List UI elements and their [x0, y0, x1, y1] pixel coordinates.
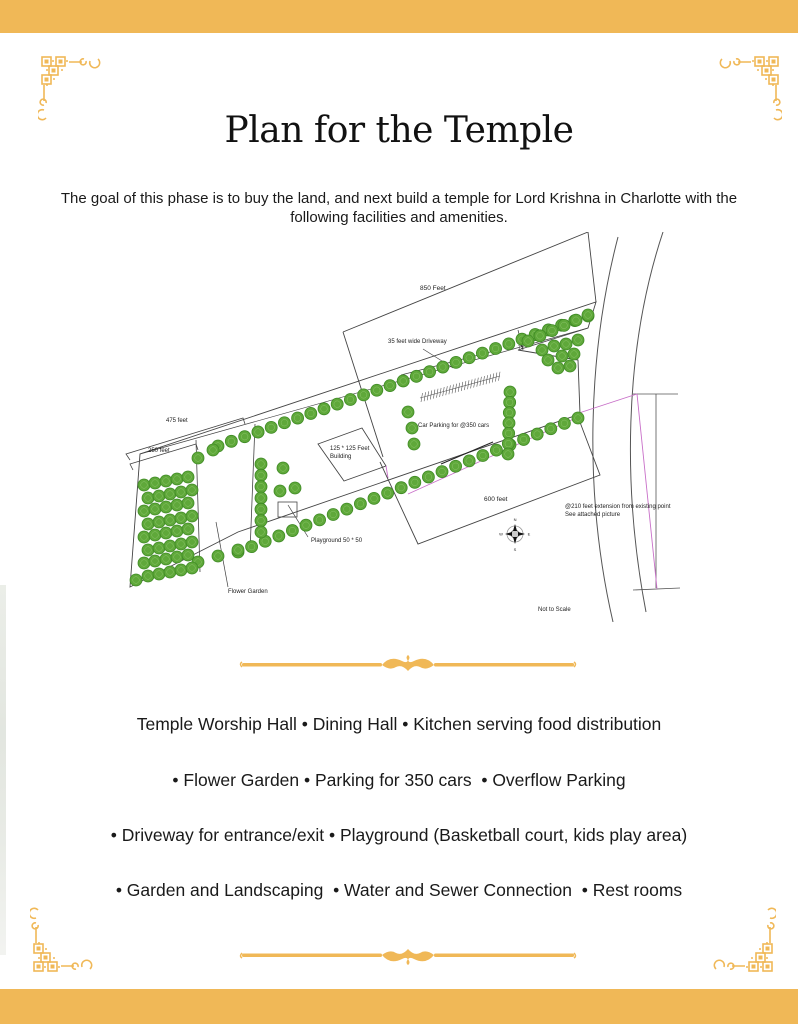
extension-magenta-link: [576, 394, 637, 414]
tree-icon: [564, 360, 576, 372]
tree-icon: [570, 314, 582, 326]
tree-icon: [186, 484, 198, 496]
compass-n: N: [513, 517, 517, 522]
label-flower-garden: Flower Garden: [228, 589, 268, 595]
bottom-gold-band: [0, 989, 798, 1024]
tree-icon: [255, 469, 267, 481]
tree-icon: [207, 444, 219, 456]
tree-icon: [160, 527, 172, 539]
tree-icon: [182, 497, 194, 509]
tree-icon: [560, 338, 572, 350]
tree-icon: [142, 570, 154, 582]
ornamental-corner-icon: [30, 905, 100, 975]
extension-magenta-line: [637, 394, 657, 589]
tree-icon: [192, 452, 204, 464]
tree-icon: [186, 562, 198, 574]
tree-icon: [341, 503, 353, 515]
tree-icon: [130, 574, 142, 586]
ornamental-divider-icon: [236, 945, 580, 967]
tree-icon: [568, 348, 580, 360]
label-not-to-scale: Not to Scale: [538, 607, 571, 613]
tree-icon: [186, 510, 198, 522]
tree-icon: [255, 481, 267, 493]
tree-icon: [371, 384, 383, 396]
tree-icon: [331, 398, 343, 410]
tree-icon: [149, 477, 161, 489]
tree-icon: [572, 334, 584, 346]
tree-icon: [409, 476, 421, 488]
tree-icon: [252, 426, 264, 438]
tree-icon: [490, 444, 502, 456]
tree-icon: [422, 471, 434, 483]
tree-icon: [212, 550, 224, 562]
tree-icon: [558, 319, 570, 331]
tree-icon: [286, 525, 298, 537]
tree-icon: [255, 503, 267, 515]
top-gold-band: [0, 0, 798, 33]
tree-icon: [239, 431, 251, 443]
tree-icon: [171, 551, 183, 563]
tree-icon: [171, 525, 183, 537]
tree-icon: [476, 347, 488, 359]
tree-icon: [160, 501, 172, 513]
label-building-2: Building: [330, 454, 352, 460]
tree-icon: [138, 531, 150, 543]
tree-icon: [450, 356, 462, 368]
tree-icon: [354, 498, 366, 510]
tree-icon: [300, 519, 312, 531]
tree-icon: [149, 529, 161, 541]
tree-icon: [153, 490, 165, 502]
amenities-line-2: • Flower Garden • Parking for 350 cars • Overflow Parking: [172, 770, 626, 790]
tree-icon: [522, 335, 534, 347]
tree-icon: [582, 309, 594, 321]
ornamental-corner-icon: [706, 905, 776, 975]
tree-icon: [502, 448, 514, 460]
tree-icon: [542, 354, 554, 366]
tree-icon: [225, 435, 237, 447]
road-edge-outer: [593, 237, 618, 622]
tree-icon: [437, 361, 449, 373]
tree-icon: [572, 412, 584, 424]
tree-icon: [384, 380, 396, 392]
tree-icon: [450, 460, 462, 472]
amenities-line-4: • Garden and Landscaping • Water and Sewer Connection • Rest rooms: [115, 880, 683, 900]
compass-rose-icon: [499, 517, 531, 552]
tree-icon: [164, 566, 176, 578]
tree-icon: [138, 505, 150, 517]
tree-icon: [292, 412, 304, 424]
label-extension-2: See attached picture: [565, 512, 621, 518]
tree-icon: [142, 492, 154, 504]
ornamental-divider-icon: [236, 653, 580, 675]
tree-icon: [153, 516, 165, 528]
tree-icon: [531, 428, 543, 440]
tree-icon: [255, 458, 267, 470]
tree-icon: [255, 492, 267, 504]
tree-icon: [382, 487, 394, 499]
tree-icon: [182, 549, 194, 561]
tree-icon: [175, 564, 187, 576]
tree-icon: [186, 536, 198, 548]
tree-icon: [552, 362, 564, 374]
dimension-850: [343, 232, 596, 332]
tree-icon: [546, 325, 558, 337]
tree-icon: [545, 423, 557, 435]
tree-icon: [142, 518, 154, 530]
tree-icon: [246, 541, 258, 553]
tree-icon: [138, 557, 150, 569]
label-extension: @210 feet extension from existing point: [565, 504, 671, 510]
tree-icon: [160, 553, 172, 565]
label-driveway: 35 feet wide Driveway: [388, 339, 447, 345]
tree-icon: [278, 417, 290, 429]
tree-icon: [463, 352, 475, 364]
intro-paragraph: The goal of this phase is to buy the land, and next build a temple for Lord Krishna in Charlotte with the following facilities and amenities.: [60, 190, 738, 226]
tree-icon: [344, 394, 356, 406]
tree-icon: [164, 488, 176, 500]
tree-icon: [153, 542, 165, 554]
tree-icon: [558, 417, 570, 429]
tree-icon: [477, 450, 489, 462]
tree-icon: [397, 375, 409, 387]
tree-icon: [406, 422, 418, 434]
tree-icon: [273, 530, 285, 542]
page-title: Plan for the Temple: [224, 110, 574, 151]
label-75: 75: [518, 345, 524, 351]
tree-icon: [175, 512, 187, 524]
label-car-parking: Car Parking for @350 cars: [418, 423, 490, 429]
tree-icon: [160, 475, 172, 487]
tree-icon: [534, 330, 546, 342]
tree-icon: [410, 370, 422, 382]
label-850-feet: 850 Feet: [420, 285, 446, 292]
tree-icon: [518, 433, 530, 445]
tree-icon: [277, 462, 289, 474]
tree-icon: [556, 350, 568, 362]
tree-icon: [395, 482, 407, 494]
label-building: 125 * 125 Feet: [330, 446, 370, 452]
tree-icon: [153, 568, 165, 580]
compass-w: W: [499, 531, 503, 537]
tree-icon: [358, 389, 370, 401]
amenities-line-3: • Driveway for entrance/exit • Playground (Basketball court, kids play area): [110, 825, 688, 845]
tree-icon: [142, 544, 154, 556]
label-475-feet: 475 feet: [166, 418, 188, 424]
tree-icon: [171, 473, 183, 485]
label-600-feet: 600 feet: [484, 496, 508, 503]
label-playground: Playground 50 * 50: [311, 538, 363, 544]
tree-icon: [490, 342, 502, 354]
tree-icon: [327, 508, 339, 520]
tree-icon: [138, 479, 150, 491]
tree-icon: [175, 538, 187, 550]
label-250-feet: 250 feet: [148, 448, 170, 454]
tree-icon: [274, 485, 286, 497]
tree-icon: [182, 471, 194, 483]
tree-icon: [175, 486, 187, 498]
tree-icon: [164, 540, 176, 552]
tree-icon: [318, 403, 330, 415]
tree-icon: [436, 466, 448, 478]
tree-icon: [265, 421, 277, 433]
tree-icon: [402, 406, 414, 418]
amenities-line-1: Temple Worship Hall • Dining Hall • Kitchen serving food distribution: [136, 714, 662, 734]
tree-icon: [149, 555, 161, 567]
road-edge-inner: [630, 232, 663, 612]
tree-icon: [255, 515, 267, 527]
tree-icon: [182, 523, 194, 535]
compass-e: E: [527, 531, 531, 537]
tree-icon: [171, 499, 183, 511]
tree-icon: [289, 482, 301, 494]
tree-icon: [408, 438, 420, 450]
tree-icon: [503, 338, 515, 350]
tree-icon: [548, 340, 560, 352]
site-plan-drawing: [118, 232, 698, 622]
tree-icon: [164, 514, 176, 526]
compass-s: S: [513, 547, 517, 552]
tree-icon: [149, 503, 161, 515]
tree-icon: [368, 492, 380, 504]
tree-icon: [232, 544, 244, 556]
tree-icon: [314, 514, 326, 526]
tree-icon: [463, 455, 475, 467]
tree-icon: [255, 526, 267, 538]
tree-icon: [305, 407, 317, 419]
tree-icon: [424, 366, 436, 378]
